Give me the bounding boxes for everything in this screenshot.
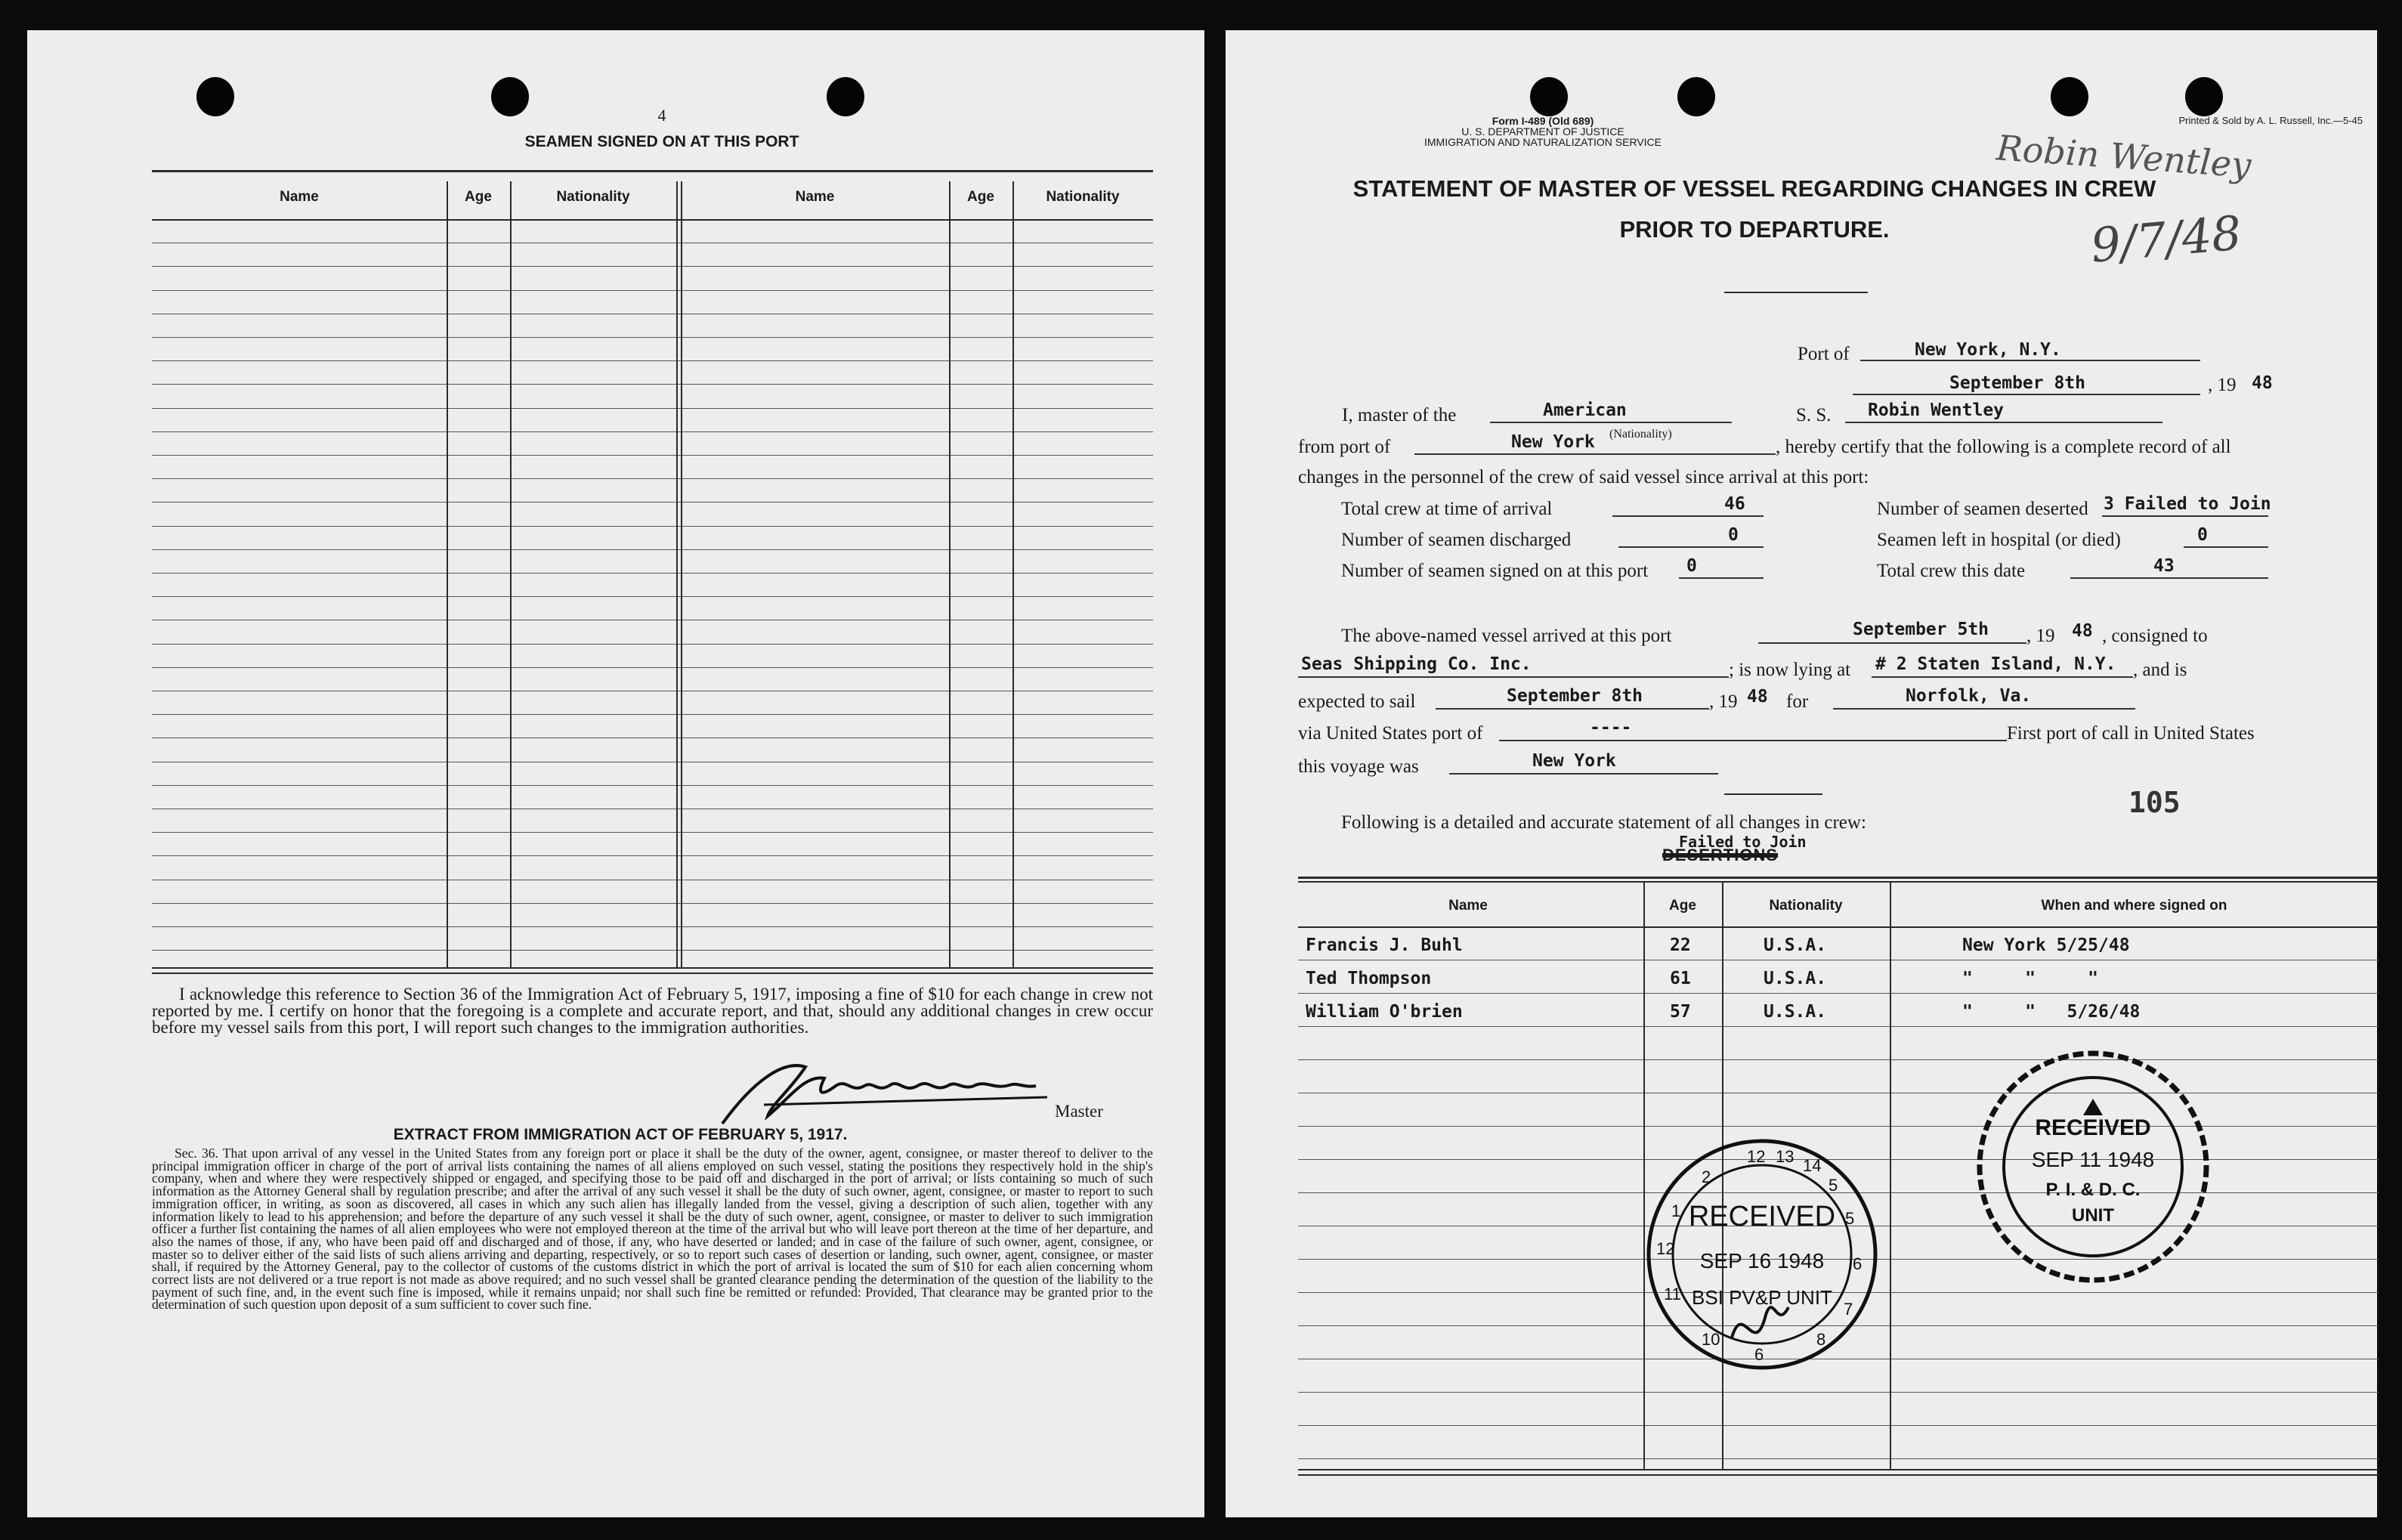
arrived-label: The above-named vessel arrived at this port bbox=[1341, 626, 1672, 646]
arrived-year-value: 48 bbox=[2072, 621, 2093, 641]
table-row-rule bbox=[152, 502, 447, 503]
crew-nationality: U.S.A. bbox=[1764, 935, 1827, 955]
table-row-rule bbox=[447, 502, 1153, 503]
table-row-rule bbox=[152, 478, 447, 479]
year-prefix: , 19 bbox=[2208, 375, 2237, 395]
crew-nationality: U.S.A. bbox=[1764, 1002, 1827, 1022]
table-row-rule bbox=[152, 667, 447, 668]
crew-row-rule bbox=[1298, 1392, 2379, 1393]
crew-row-rule bbox=[1298, 1425, 2379, 1426]
crew-row-rule bbox=[1298, 1026, 2379, 1027]
col-header-name: Name bbox=[280, 189, 319, 205]
expected-year-prefix: , 19 bbox=[1709, 691, 1738, 712]
col-header-age-2: Age bbox=[967, 189, 994, 205]
table-row-rule bbox=[447, 573, 1153, 574]
printer-note: Printed & Sold by A. L. Russell, Inc.—5-45 bbox=[2178, 115, 2363, 126]
svg-text:1: 1 bbox=[1671, 1201, 1681, 1220]
table-row-rule bbox=[447, 926, 1153, 927]
svg-text:2: 2 bbox=[1702, 1167, 1711, 1186]
crew-age: 61 bbox=[1670, 969, 1691, 988]
extract-title: EXTRACT FROM IMMIGRATION ACT OF FEBRUARY 5, 1917. bbox=[393, 1126, 848, 1143]
col-header-nationality: Nationality bbox=[556, 189, 630, 205]
crew-nationality: U.S.A. bbox=[1764, 969, 1827, 988]
punch-hole bbox=[2051, 77, 2088, 116]
stamp-pidc-received: RECEIVED bbox=[2035, 1115, 2151, 1140]
form-title-line2: PRIOR TO DEPARTURE. bbox=[1619, 216, 1890, 243]
master-of-the-label: I, master of the bbox=[1342, 405, 1457, 425]
table-row-rule bbox=[152, 573, 447, 574]
table-row-rule bbox=[447, 360, 1153, 361]
struck-heading: DESERTIONS bbox=[1662, 846, 1779, 864]
ss-label: S. S. bbox=[1796, 405, 1832, 425]
master-label: Master bbox=[1055, 1102, 1103, 1121]
arrived-value: September 5th bbox=[1853, 620, 1989, 639]
date-value: September 8th bbox=[1949, 373, 2086, 393]
changes-heading: Failed to Join bbox=[1679, 833, 1807, 851]
consignee-value: Seas Shipping Co. Inc. bbox=[1301, 654, 1532, 674]
for-value: Norfolk, Va. bbox=[1906, 686, 2032, 706]
table-row-rule bbox=[447, 266, 1153, 267]
svg-text:10: 10 bbox=[1702, 1330, 1720, 1349]
svg-text:14: 14 bbox=[1803, 1156, 1822, 1175]
port-label: Port of bbox=[1798, 344, 1850, 364]
table-row-rule bbox=[152, 431, 447, 432]
table-row-rule bbox=[152, 360, 447, 361]
voyage-label: this voyage was bbox=[1298, 756, 1419, 777]
punch-hole bbox=[1677, 77, 1715, 116]
from-port-value: New York bbox=[1511, 432, 1595, 452]
ship-value: Robin Wentley bbox=[1868, 400, 2005, 420]
punch-hole bbox=[196, 77, 234, 116]
and-is-label: , and is bbox=[2133, 660, 2187, 680]
col-header-age: Age bbox=[465, 189, 492, 205]
section-title: SEAMEN SIGNED ON AT THIS PORT bbox=[524, 133, 799, 150]
table-row-rule bbox=[447, 950, 1153, 951]
expected-label: expected to sail bbox=[1298, 691, 1416, 712]
received-stamp-bsi bbox=[1641, 1133, 1883, 1375]
acknowledgement-text: I acknowledge this reference to Section 36 of the Immigration Act of February 5, 1917, imposing a fine of $10 for each change in crew not reported by me. I certify on honor that the foregoing is a complete and accurate report, and that, should any additional changes in crew occur before my vessel sails from this port, I will report such changes to the immigration authorities. bbox=[152, 985, 1153, 1037]
table-row-rule bbox=[447, 408, 1153, 409]
table-row-rule bbox=[152, 596, 447, 597]
following-text: Following is a detailed and accurate statement of all changes in crew: bbox=[1341, 812, 1866, 833]
svg-text:12: 12 bbox=[1747, 1147, 1766, 1166]
table-row-rule bbox=[152, 337, 447, 338]
table-row-rule bbox=[152, 644, 447, 645]
punch-hole bbox=[827, 77, 864, 116]
crew-age: 22 bbox=[1670, 935, 1691, 955]
table-row-rule bbox=[447, 455, 1153, 456]
crew-name: William O'brien bbox=[1306, 1002, 1463, 1022]
hospital-value: 0 bbox=[2197, 525, 2208, 545]
stamp-pidc-unit: UNIT bbox=[2072, 1205, 2114, 1226]
table-row-rule bbox=[447, 337, 1153, 338]
table-row-rule bbox=[152, 290, 447, 291]
master-signature bbox=[692, 1052, 1085, 1135]
total-crew-date-value: 43 bbox=[2153, 556, 2175, 576]
for-label: for bbox=[1786, 691, 1809, 712]
crew-row-rule bbox=[1298, 993, 2379, 994]
svg-text:8: 8 bbox=[1816, 1330, 1826, 1349]
table-row-rule bbox=[152, 832, 447, 833]
table-row-rule bbox=[152, 714, 447, 715]
table-row-rule bbox=[447, 526, 1153, 527]
crew-signed: " " 5/26/48 bbox=[1962, 1002, 2141, 1022]
via-value: ---- bbox=[1590, 718, 1632, 738]
table-row-rule bbox=[447, 431, 1153, 432]
hospital-label: Seamen left in hospital (or died) bbox=[1877, 530, 2121, 550]
crew-name: Francis J. Buhl bbox=[1306, 935, 1463, 955]
page-number: 4 bbox=[657, 106, 666, 125]
first-port-label: First port of call in United States bbox=[2007, 723, 2255, 744]
table-row-rule bbox=[447, 714, 1153, 715]
received-stamp-pidc bbox=[1968, 1046, 2218, 1288]
consigned-label: , consigned to bbox=[2102, 626, 2208, 646]
stamp-bsi-unit: BSI PV&P UNIT bbox=[1692, 1286, 1832, 1309]
crew-col-name: Name bbox=[1448, 898, 1488, 914]
signed-on-label: Number of seamen signed on at this port bbox=[1341, 561, 1649, 581]
punch-hole bbox=[2185, 77, 2223, 116]
discharged-label: Number of seamen discharged bbox=[1341, 530, 1572, 550]
crew-signed: New York 5/25/48 bbox=[1962, 935, 2130, 955]
svg-text:5: 5 bbox=[1829, 1176, 1838, 1195]
table-row-rule bbox=[447, 290, 1153, 291]
arrived-year-prefix: , 19 bbox=[2026, 626, 2055, 646]
voyage-value: New York bbox=[1532, 751, 1616, 771]
port-value: New York, N.Y. bbox=[1915, 340, 2061, 360]
col-header-name-2: Name bbox=[795, 189, 835, 205]
table-row-rule bbox=[152, 384, 447, 385]
svg-text:12: 12 bbox=[1656, 1239, 1675, 1258]
handwritten-date: 9/7/48 bbox=[2088, 205, 2244, 274]
left-page bbox=[27, 30, 1204, 1517]
table-row-rule bbox=[152, 903, 447, 904]
svg-text:13: 13 bbox=[1776, 1147, 1795, 1166]
table-row-rule bbox=[152, 926, 447, 927]
crew-col-nationality: Nationality bbox=[1769, 898, 1843, 914]
extract-text: Sec. 36. That upon arrival of any vessel in the United States from any foreign port or place it shall be the duty of the owner, agent, consignee, or master thereof to deliver to the principal immigration officer in charge of the port of arrival lists containing the names of all aliens employed on such vessel, stating the positions they respectively hold in the ship's company, when and where they were respectively shipped or engaged, and specifying those to be paid off and discharged in the port of arrival; or lists containing so much of such information as the Attorney General shall by regulation prescribe; and after the arrival of any such vessel it shall be the duty of such owner, agent, consignee, or master to report to such immigration officer, in writing, as soon as discovered, all cases in which any such alien has illegally landed from the vessel, giving a description of such alien, together with any information likely to lead to his apprehension; and before the departure of any such vessel it shall be the duty of such owner, agent, consignee, or master to deliver to such immigration officer a further list containing the names of all alien employees who were not employed thereon at the time of the arrival but who will leave port thereon at the time of her departure, and also the names of those, if any, who have been paid off and discharged and of those, if any, who have deserted or landed; and in case of the failure of such owner, agent, consignee, or master so to deliver either of the said lists of such aliens arriving and departing, respectively, or so to report such cases of desertion or landing, such owner, agent, consignee, or master shall, if required by the Attorney General, pay to the collector of customs of the customs district in which the port of arrival is located the sum of $10 for each alien concerning whom correct lists are not delivered or a true report is not made as above required; and no such vessel shall be granted clearance pending the determination of the question of the liability to the payment of such fine, and, in the event such fine is imposed, while it remains unpaid; nor shall such fine be remitted or refunded: Provided, That clearance may be granted prior to the determination of such question upon deposit of a sum sufficient to cover such fine. bbox=[152, 1146, 1153, 1313]
crew-signed: " " " bbox=[1962, 969, 2099, 988]
expected-year-value: 48 bbox=[1747, 687, 1768, 707]
lying-value: # 2 Staten Island, N.Y. bbox=[1875, 654, 2116, 674]
table-row-rule bbox=[152, 266, 447, 267]
total-crew-date-label: Total crew this date bbox=[1877, 561, 2026, 581]
crew-age: 57 bbox=[1670, 1002, 1691, 1022]
nationality-value: American bbox=[1543, 400, 1627, 420]
punch-hole bbox=[491, 77, 529, 116]
table-row-rule bbox=[447, 903, 1153, 904]
stamp-pidc-office: P. I. & D. C. bbox=[2045, 1180, 2141, 1200]
form-number: Form I-489 (Old 689) bbox=[1492, 115, 1594, 127]
via-label: via United States port of bbox=[1298, 723, 1483, 744]
table-row-rule bbox=[152, 408, 447, 409]
table-row-rule bbox=[447, 549, 1153, 550]
stamp-pidc-date: SEP 11 1948 bbox=[2031, 1148, 2155, 1171]
punch-hole bbox=[1530, 77, 1568, 116]
discharged-value: 0 bbox=[1728, 525, 1739, 545]
from-port-label: from port of bbox=[1298, 437, 1391, 457]
svg-text:11: 11 bbox=[1664, 1285, 1681, 1303]
table-row-rule bbox=[152, 455, 447, 456]
table-row-rule bbox=[152, 526, 447, 527]
table-row-rule bbox=[447, 785, 1153, 786]
table-row-rule bbox=[152, 855, 447, 856]
handwritten-name: Robin Wentley bbox=[1995, 127, 2253, 186]
table-row-rule bbox=[447, 855, 1153, 856]
nationality-caption: (Nationality) bbox=[1609, 428, 1672, 441]
table-row-rule bbox=[447, 596, 1153, 597]
table-row-rule bbox=[152, 785, 447, 786]
table-row-rule bbox=[447, 478, 1153, 479]
deserted-label: Number of seamen deserted bbox=[1877, 499, 2088, 519]
crew-name: Ted Thompson bbox=[1306, 969, 1432, 988]
crew-col-signed: When and where signed on bbox=[2041, 898, 2227, 914]
deserted-value: 3 Failed to Join bbox=[2104, 494, 2271, 514]
stamp-number: 105 bbox=[2128, 786, 2181, 819]
crew-col-age: Age bbox=[1669, 898, 1696, 914]
department: U. S. DEPARTMENT OF JUSTICE bbox=[1461, 125, 1625, 138]
certify-text: , hereby certify that the following is a complete record of all bbox=[1776, 437, 2231, 457]
year-value: 48 bbox=[2252, 373, 2273, 393]
col-header-nationality-2: Nationality bbox=[1046, 189, 1120, 205]
table-row-rule bbox=[447, 644, 1153, 645]
table-row-rule bbox=[447, 832, 1153, 833]
svg-text:6: 6 bbox=[1853, 1254, 1863, 1273]
table-row-rule bbox=[447, 667, 1153, 668]
crew-row-rule bbox=[1298, 1458, 2379, 1459]
changes-text: changes in the personnel of the crew of said vessel since arrival at this port: bbox=[1298, 467, 1869, 487]
lying-label: ; is now lying at bbox=[1729, 660, 1851, 680]
svg-text:5: 5 bbox=[1845, 1209, 1855, 1228]
table-row-rule bbox=[152, 950, 447, 951]
service-name: IMMIGRATION AND NATURALIZATION SERVICE bbox=[1424, 136, 1662, 148]
table-row-rule bbox=[447, 384, 1153, 385]
stamp-bsi-date: SEP 16 1948 bbox=[1699, 1249, 1825, 1273]
form-title-line1: STATEMENT OF MASTER OF VESSEL REGARDING CHANGES IN CREW bbox=[1352, 175, 2156, 202]
table-row-rule bbox=[152, 549, 447, 550]
stamp-bsi-received: RECEIVED bbox=[1688, 1201, 1836, 1232]
svg-text:6: 6 bbox=[1754, 1345, 1764, 1364]
signed-on-value: 0 bbox=[1686, 556, 1697, 576]
total-crew-arrival-value: 46 bbox=[1724, 494, 1745, 514]
expected-value: September 8th bbox=[1507, 686, 1643, 706]
svg-text:7: 7 bbox=[1844, 1300, 1853, 1319]
total-crew-arrival-label: Total crew at time of arrival bbox=[1341, 499, 1553, 519]
